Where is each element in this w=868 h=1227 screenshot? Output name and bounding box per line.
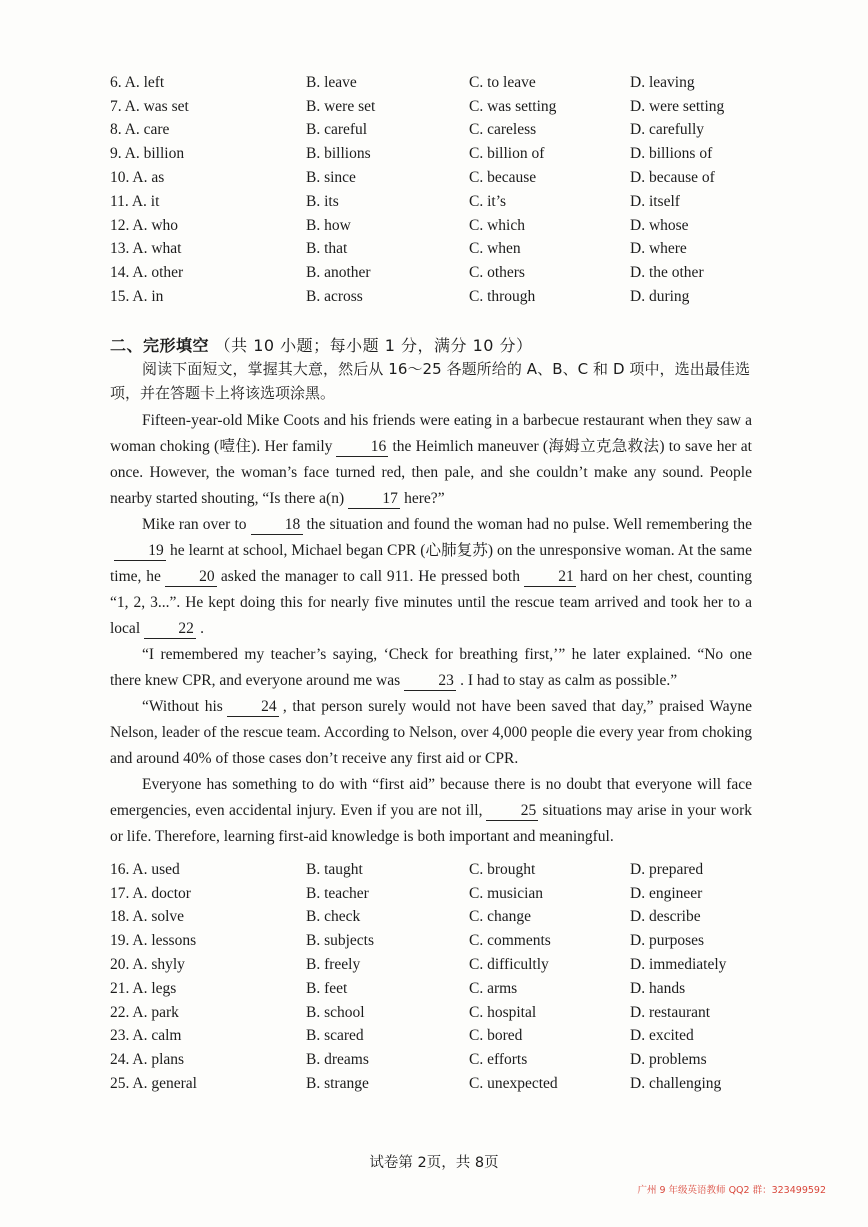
option-choice: D. excited [630, 1027, 694, 1045]
option-choice: B. were set [306, 97, 376, 115]
option-choice: B. leave [306, 73, 357, 91]
option-choice: 16. A. used [110, 860, 180, 878]
blank-23: 23 [404, 672, 456, 691]
option-choice: D. because of [630, 169, 715, 187]
option-choice: C. careless [469, 121, 537, 139]
blank-16: 16 [336, 438, 388, 457]
option-choice: D. carefully [630, 121, 705, 139]
option-choice: 21. A. legs [110, 979, 177, 997]
option-choice: C. billion of [469, 145, 545, 163]
blank-17: 17 [348, 490, 400, 509]
text: “Without his [142, 698, 223, 715]
options-table-top [110, 71, 790, 309]
option-choice: D. itself [630, 192, 680, 210]
option-row [110, 1001, 790, 1025]
option-row [110, 1072, 790, 1096]
option-choice: 7. A. was set [110, 97, 189, 115]
option-choice: B. subjects [306, 932, 375, 950]
option-row [110, 953, 790, 977]
option-choice: C. comments [469, 932, 551, 950]
option-choice: B. taught [306, 860, 363, 878]
option-choice: B. careful [306, 121, 368, 139]
option-choice: C. arms [469, 979, 518, 997]
option-choice: D. leaving [630, 73, 695, 91]
option-row [110, 166, 790, 190]
option-choice: C. musician [469, 884, 544, 902]
cloze-passage [110, 408, 752, 850]
option-choice: C. it’s [469, 192, 507, 210]
option-choice: B. across [306, 288, 363, 306]
blank-22: 22 [144, 620, 196, 639]
option-choice: D. hands [630, 979, 686, 997]
blank-21: 21 [524, 568, 576, 587]
section-instructions: 阅读下面短文，掌握其大意，然后从 16～25 各题所给的 A、B、C 和 D 项中，选出最佳选项，并在答题卡上将该选项涂黑。 [110, 360, 750, 402]
section-heading [110, 333, 533, 356]
option-row [110, 1025, 790, 1049]
option-choice: 12. A. who [110, 216, 179, 234]
option-row [110, 142, 790, 166]
option-choice: D. restaurant [630, 1003, 711, 1021]
option-row [110, 906, 790, 930]
option-row [110, 71, 790, 95]
option-choice: C. because [469, 169, 537, 187]
section-score-note: （共 10 小题；每小题 1 分，满分 10 分） [214, 336, 533, 355]
text: the Heimlich maneuver (海姆立克急救法) to save her at once. However, the woman’s face turned red, then pale, and she couldn’t make any sound. People nearby started shouting, “Is there a(n) [110, 438, 752, 507]
option-choice: 8. A. care [110, 121, 170, 139]
option-choice: B. check [306, 908, 361, 926]
option-choice: D. challenging [630, 1075, 722, 1093]
option-choice: 17. A. doctor [110, 884, 191, 902]
option-choice: D. whose [630, 216, 689, 234]
option-choice: 23. A. calm [110, 1027, 182, 1045]
blank-20: 20 [165, 568, 217, 587]
option-choice: B. how [306, 216, 351, 234]
option-choice: B. billions [306, 145, 371, 163]
option-choice: B. strange [306, 1075, 369, 1093]
option-choice: D. engineer [630, 884, 703, 902]
option-choice: D. where [630, 240, 687, 258]
option-choice: B. freely [306, 956, 361, 974]
option-choice: C. which [469, 216, 525, 234]
option-choice: B. that [306, 240, 348, 258]
option-choice: C. others [469, 264, 525, 282]
option-choice: B. another [306, 264, 371, 282]
section-title: 二、完形填空 [110, 336, 210, 355]
option-choice: D. billions of [630, 145, 713, 163]
option-choice: D. describe [630, 908, 701, 926]
text: he learnt at school, Michael began CPR (心肺复苏) on the unresponsive woman. At the same time, he [110, 542, 752, 585]
option-choice: C. to leave [469, 73, 536, 91]
blank-18: 18 [251, 516, 303, 535]
option-choice: 9. A. billion [110, 145, 185, 163]
option-choice: 13. A. what [110, 240, 182, 258]
text: asked the manager to call 911. He pressed both [220, 568, 520, 585]
option-choice: C. efforts [469, 1051, 528, 1069]
option-row [110, 190, 790, 214]
option-choice: D. the other [630, 264, 704, 282]
text: . [200, 620, 204, 637]
text: here?” [404, 490, 445, 507]
option-row [110, 929, 790, 953]
option-choice: 14. A. other [110, 264, 184, 282]
option-choice: 6. A. left [110, 73, 165, 91]
option-row [110, 119, 790, 143]
text: Fifteen-year-old Mike Coots and his friends were eating in a barbecue restaurant when they saw a woman choking (噎住). Her family [110, 412, 752, 455]
option-choice: B. scared [306, 1027, 364, 1045]
option-choice: D. prepared [630, 860, 704, 878]
option-choice: C. hospital [469, 1003, 537, 1021]
option-choice: D. purposes [630, 932, 705, 950]
text: situations may arise in your work or life. Therefore, learning first-aid knowledge is both important and meaningful. [110, 802, 752, 845]
option-row [110, 882, 790, 906]
text: hard on her chest, counting “1, 2, 3...”. He kept doing this for nearly five minutes until the rescue team arrived and took her to a local [110, 568, 752, 637]
page-footer: 试卷第 2页，共 8页 [369, 1155, 499, 1171]
option-choice: D. were setting [630, 97, 725, 115]
blank-24: 24 [227, 698, 279, 717]
option-choice: 10. A. as [110, 169, 165, 187]
text: “I remembered my teacher’s saying, ‘Check for breathing first,’” he later explained. “No one there knew CPR, and everyone around me was [110, 646, 752, 689]
option-choice: B. teacher [306, 884, 369, 902]
paragraph-4 [110, 694, 752, 772]
option-choice: 19. A. lessons [110, 932, 197, 950]
option-choice: B. feet [306, 979, 348, 997]
option-row [110, 214, 790, 238]
paragraph-2 [110, 512, 752, 642]
text: , that person surely would not have been saved that day,” praised Wayne Nelson, leader of the rescue team. According to Nelson, over 4,000 people die every year from choking and around 40% of those cases don’t receive any first aid or CPR. [110, 698, 752, 767]
paragraph-1 [110, 408, 752, 512]
option-choice: 24. A. plans [110, 1051, 185, 1069]
paragraph-5 [110, 772, 752, 850]
option-choice: 20. A. shyly [110, 956, 185, 974]
option-choice: C. bored [469, 1027, 523, 1045]
option-row [110, 261, 790, 285]
option-row [110, 1048, 790, 1072]
option-choice: D. immediately [630, 956, 727, 974]
option-choice: 22. A. park [110, 1003, 179, 1021]
option-choice: B. school [306, 1003, 365, 1021]
options-table-bottom [110, 858, 790, 1096]
option-choice: 18. A. solve [110, 908, 185, 926]
option-choice: 11. A. it [110, 192, 160, 210]
option-choice: C. was setting [469, 97, 557, 115]
option-choice: B. since [306, 169, 356, 187]
option-row [110, 95, 790, 119]
blank-25: 25 [486, 802, 538, 821]
paragraph-3 [110, 642, 752, 694]
option-choice: C. unexpected [469, 1075, 558, 1093]
text: . I had to stay as calm as possible.” [460, 672, 678, 689]
option-choice: C. difficultly [469, 956, 549, 974]
option-choice: D. during [630, 288, 690, 306]
option-choice: D. problems [630, 1051, 707, 1069]
option-choice: B. dreams [306, 1051, 369, 1069]
option-choice: B. its [306, 192, 339, 210]
text: Mike ran over to [142, 516, 247, 533]
option-choice: C. through [469, 288, 536, 306]
option-choice: C. brought [469, 860, 536, 878]
option-choice: C. when [469, 240, 521, 258]
watermark-text: 广州 9 年级英语教师 QQ2 群：323499592 [637, 1185, 826, 1196]
blank-19: 19 [114, 542, 166, 561]
text: the situation and found the woman had no pulse. Well remembering the [306, 516, 752, 533]
option-choice: 25. A. general [110, 1075, 197, 1093]
option-row [110, 977, 790, 1001]
option-row [110, 238, 790, 262]
option-row [110, 285, 790, 309]
text: Everyone has something to do with “first aid” because there is no doubt that everyone will face emergencies, even accidental injury. Even if you are not ill, [110, 776, 752, 819]
option-row [110, 858, 790, 882]
option-choice: C. change [469, 908, 531, 926]
option-choice: 15. A. in [110, 288, 164, 306]
